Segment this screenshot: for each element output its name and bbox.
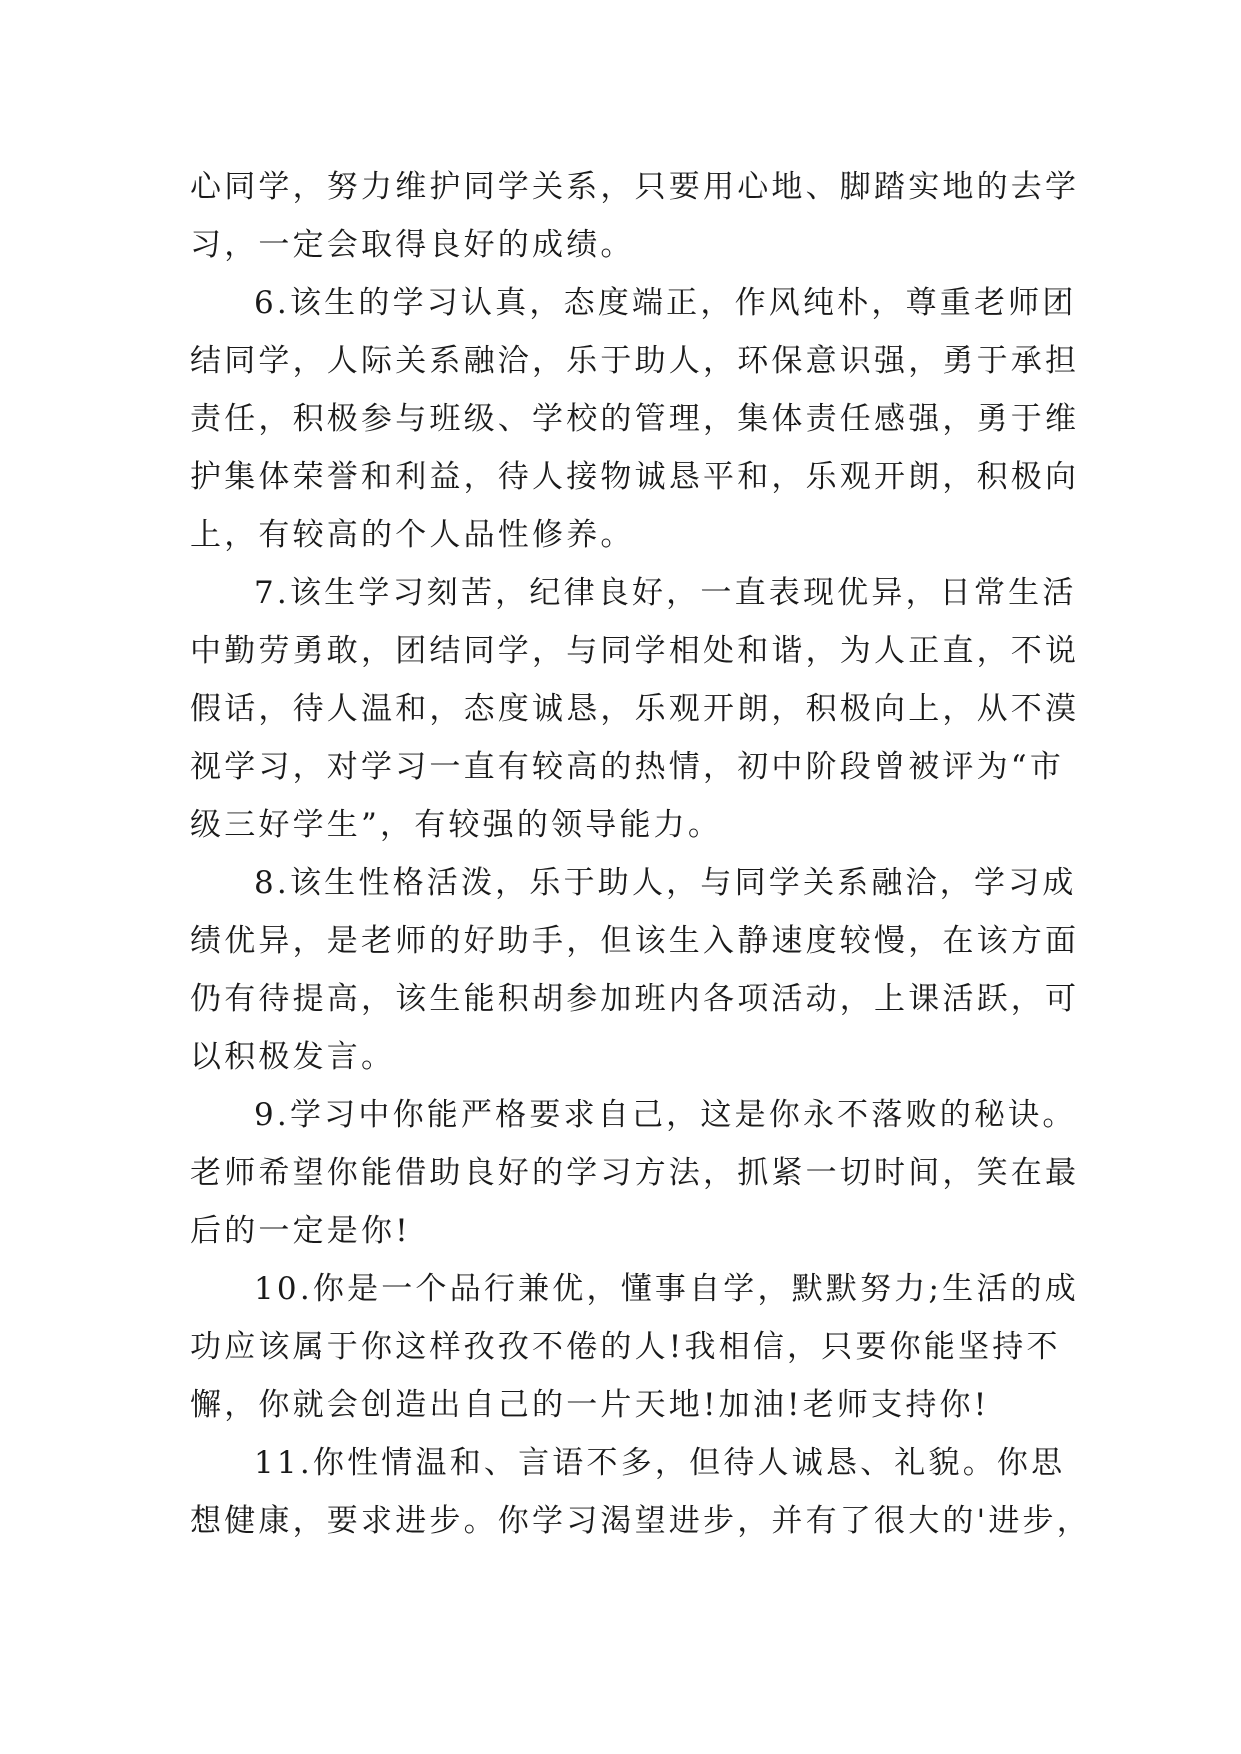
text-line: 中勤劳勇敢，团结同学，与同学相处和谐，为人正直，不说 xyxy=(190,633,1080,669)
paragraph-first-line: 7.该生学习刻苦，纪律良好，一直表现优异，日常生活 xyxy=(254,575,1077,611)
text-line: 习，一定会取得良好的成绩。 xyxy=(190,227,635,263)
text-line: 老师希望你能借助良好的学习方法，抓紧一切时间，笑在最 xyxy=(190,1155,1080,1191)
text-line: 结同学，人际关系融洽，乐于助人，环保意识强，勇于承担 xyxy=(190,343,1080,379)
text-line: 假话，待人温和，态度诚恳，乐观开朗，积极向上，从不漠 xyxy=(190,691,1080,727)
paragraph-first-line: 8.该生性格活泼，乐于助人，与同学关系融洽，学习成 xyxy=(254,865,1077,901)
text-line: 仍有待提高，该生能积胡参加班内各项活动，上课活跃，可 xyxy=(190,981,1080,1017)
paragraph-first-line: 9.学习中你能严格要求自己，这是你永不落败的秘诀。 xyxy=(254,1097,1077,1133)
text-line: 功应该属于你这样孜孜不倦的人!我相信，只要你能坚持不 xyxy=(190,1329,1061,1365)
text-line: 护集体荣誉和利益，待人接物诚恳平和，乐观开朗，积极向 xyxy=(190,459,1080,495)
paragraph-first-line: 11.你性情温和、言语不多，但待人诚恳、礼貌。你思 xyxy=(254,1445,1066,1481)
text-line: 级三好学生”，有较强的领导能力。 xyxy=(190,807,723,843)
text-line: 想健康，要求进步。你学习渴望进步，并有了很大的'进步， xyxy=(190,1503,1091,1539)
text-line: 以积极发言。 xyxy=(190,1039,396,1075)
text-line: 上，有较高的个人品性修养。 xyxy=(190,517,635,553)
body-text xyxy=(190,158,1091,1550)
text-line: 绩优异，是老师的好助手，但该生入静速度较慢，在该方面 xyxy=(190,923,1080,959)
paragraph-first-line: 6.该生的学习认真，态度端正，作风纯朴，尊重老师团 xyxy=(254,285,1077,321)
paragraph-first-line: 10.你是一个品行兼优，懂事自学，默默努力;生活的成 xyxy=(254,1271,1079,1307)
text-line: 责任，积极参与班级、学校的管理，集体责任感强，勇于维 xyxy=(190,401,1080,437)
text-line: 后的一定是你! xyxy=(190,1213,411,1249)
text-line: 懈，你就会创造出自己的一片天地!加油!老师支持你! xyxy=(190,1387,990,1423)
text-line: 心同学，努力维护同学关系，只要用心地、脚踏实地的去学 xyxy=(190,169,1080,205)
text-line: 视学习，对学习一直有较高的热情，初中阶段曾被评为“市 xyxy=(190,749,1065,785)
